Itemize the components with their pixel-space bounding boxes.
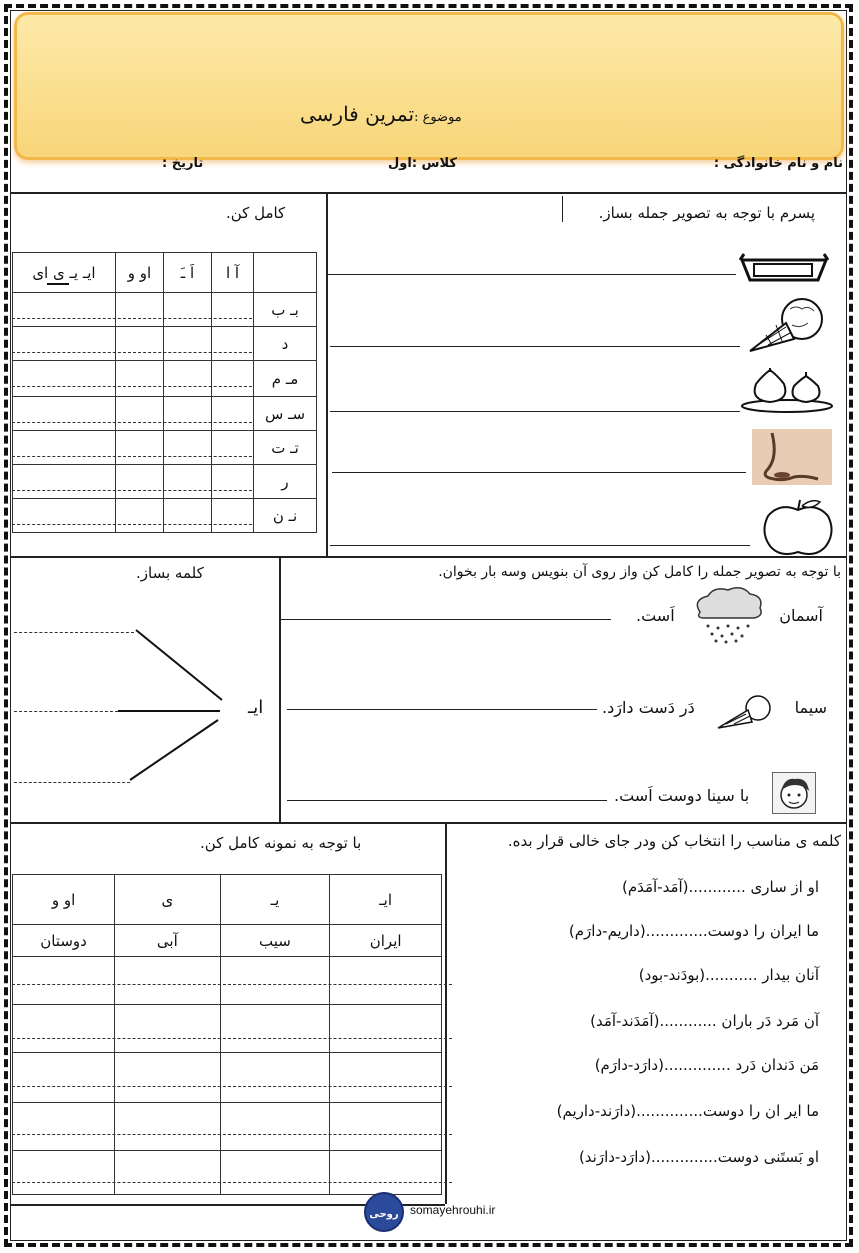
class-label: کلاس :اول	[388, 156, 457, 171]
column-header: اَ ـَ	[164, 253, 212, 293]
column-header: یـ	[220, 875, 330, 925]
ice-cream-icon	[716, 694, 774, 732]
site-logo-text: روحی	[369, 1209, 399, 1220]
example-word: ایران	[330, 925, 442, 957]
subject-value: تمرین فارسی	[300, 102, 415, 126]
header-banner	[14, 12, 844, 160]
fill-blank-item: ما ایر ان را دوست..............(دارَند-داریم)	[556, 1102, 819, 1120]
column-header: او و	[13, 875, 115, 925]
word-branch-lines	[110, 626, 230, 790]
garlic-icon	[740, 368, 834, 414]
boy-face-icon	[772, 772, 816, 814]
section4-title: کلمه بساز.	[136, 564, 204, 582]
ice-cream-icon	[746, 295, 826, 355]
column-header: ی	[115, 875, 221, 925]
sentence1-end: اَست.	[636, 606, 675, 625]
section1-title: پسرم با توجه به تصویر جمله بساز.	[598, 204, 815, 222]
column-header: آ ا	[211, 253, 253, 293]
subject-label: موضوع :تمرین فارسی	[300, 102, 462, 126]
section2-title: کامل کن.	[226, 204, 286, 222]
fill-blank-item: او از ساری ............(آمَد-آمَدَم)	[621, 878, 819, 896]
section6-title: کلمه ی مناسب را انتخاب کن ودر جای خالی قرار بده.	[507, 832, 841, 850]
fill-blank-item: آن مَرد دَر باران ............(آمَدَند-آمَد)	[590, 1012, 819, 1030]
sentence2-start: سیما	[794, 698, 827, 717]
sentence1-start: آسمان	[779, 606, 823, 625]
tray-icon	[738, 250, 830, 284]
website-link[interactable]: somayehrouhi.ir	[410, 1203, 496, 1217]
row-letter: بـ ب	[254, 293, 317, 327]
section4-letter: ایـ	[248, 697, 264, 718]
example-word: دوستان	[13, 925, 115, 957]
row-letter: د	[254, 327, 317, 361]
site-logo	[364, 1192, 404, 1232]
example-word: سیب	[220, 925, 330, 957]
rain-cloud-icon	[690, 586, 768, 644]
fill-blank-item: آنان بیدار ...........(بودَند-بود)	[638, 966, 819, 984]
nose-icon	[752, 429, 832, 485]
row-letter: سـ س	[254, 397, 317, 431]
column-header: او و	[115, 253, 163, 293]
column-header: ایـ یـ ی ای	[32, 263, 96, 282]
row-letter: تـ ت	[254, 431, 317, 465]
column-header: ایـ	[330, 875, 442, 925]
apple-icon	[762, 498, 834, 556]
row-letter: ر	[254, 465, 317, 499]
section5-title: با توجه به نمونه کامل کن.	[200, 834, 362, 852]
name-label: نام و نام خانوادگی :	[713, 156, 843, 171]
fill-blank-item: او بَستَنی دوست..............(دارَد-دارَند)	[578, 1148, 819, 1166]
sentence2-end: دَر دَست دارَد.	[602, 698, 695, 717]
example-grid	[12, 874, 442, 1195]
fill-blank-item: ما ایران را دوست.............(داریم-دارَم)	[568, 922, 819, 940]
section3-title: با توجه به تصویر جمله را کامل کن واز روی آن بنویس وسه بار بخوان.	[438, 564, 841, 580]
sentence3-end: با سینا دوست اَست.	[614, 786, 750, 805]
example-word: آبی	[115, 925, 221, 957]
date-label: تاریخ :	[162, 156, 204, 171]
row-letter: نـ ن	[254, 499, 317, 533]
row-letter: مـ م	[254, 361, 317, 397]
fill-blank-item: مَن دَندان دَرد ..............(دارَد-دارَم)	[594, 1056, 819, 1074]
